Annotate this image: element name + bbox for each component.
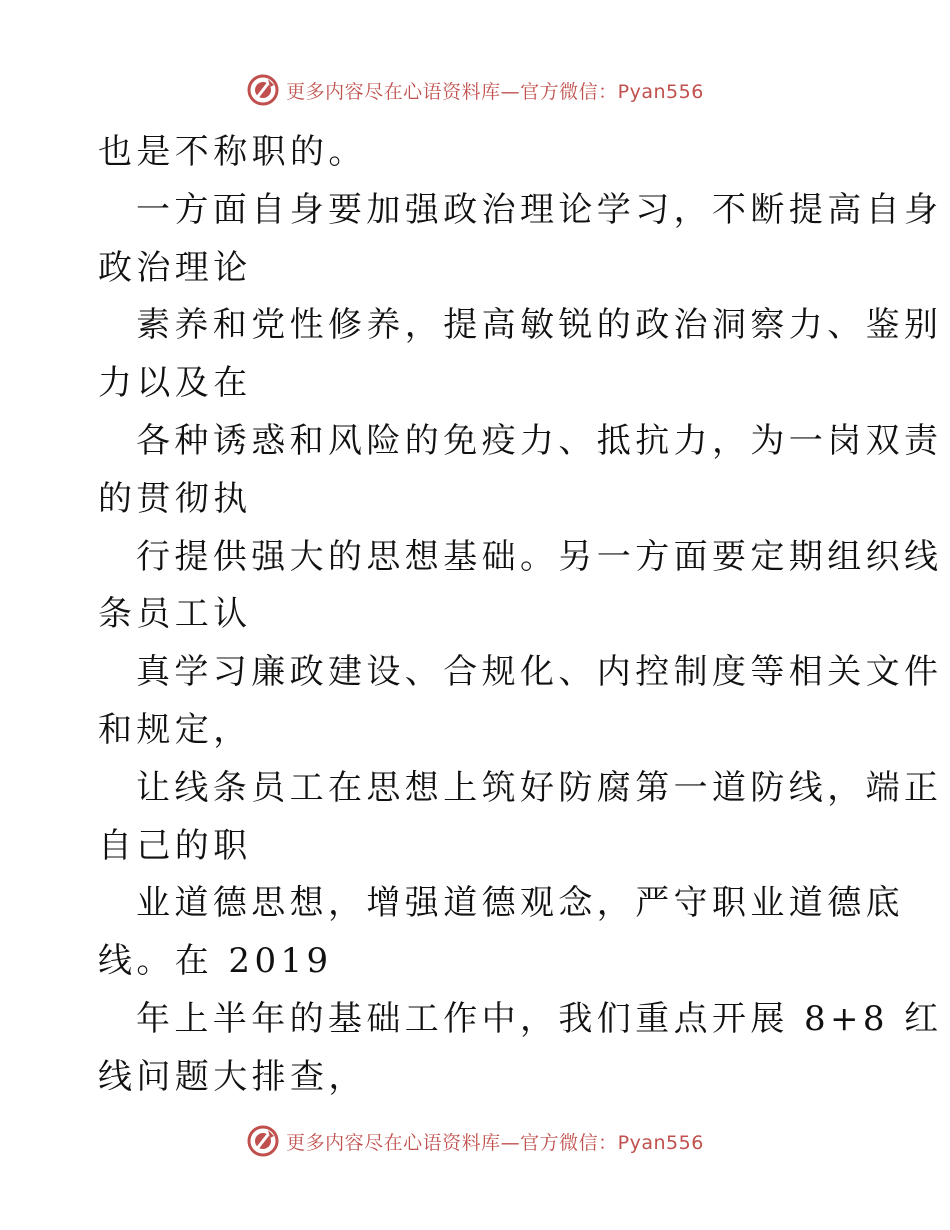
- text-line: 线。在 2019: [98, 941, 333, 982]
- text-line: 的贯彻执: [98, 478, 252, 519]
- text-line: 素养和党性修养，提高敏锐的政治洞察力、鉴别: [136, 305, 943, 346]
- text-line: 行提供强大的思想基础。另一方面要定期组织线: [136, 536, 943, 577]
- text-line: 政治理论: [98, 247, 252, 288]
- text-line: 自己的职: [98, 825, 252, 866]
- header-banner-text: 更多内容尽在心语资料库—官方微信：Pyan556: [286, 80, 704, 103]
- text-line: 年上半年的基础工作中，我们重点开展 8+8 红: [136, 998, 943, 1039]
- text-line: 各种诱惑和风险的免疫力、抵抗力，为一岗双责: [136, 420, 943, 461]
- text-line: 线问题大排查，: [98, 1056, 367, 1097]
- text-line: 业道德思想，增强道德观念，严守职业道德底: [136, 883, 904, 924]
- text-line: 真学习廉政建设、合规化、内控制度等相关文件: [136, 652, 943, 693]
- pen-nib-logo-icon: [246, 73, 280, 107]
- text-line: 一方面自身要加强政治理论学习，不断提高自身: [136, 189, 943, 230]
- text-line: 也是不称职的。: [98, 132, 367, 172]
- text-line: 和规定，: [98, 709, 252, 750]
- text-line: 条员工认: [98, 594, 252, 635]
- text-line: 让线条员工在思想上筑好防腐第一道防线，端正: [136, 767, 943, 808]
- header-banner: [0, 70, 950, 110]
- document-body: [98, 124, 943, 1107]
- footer-banner: [0, 1121, 950, 1161]
- pen-nib-logo-icon: [246, 1124, 280, 1158]
- text-line: 力以及在: [98, 363, 252, 404]
- footer-banner-text: 更多内容尽在心语资料库—官方微信：Pyan556: [286, 1131, 704, 1154]
